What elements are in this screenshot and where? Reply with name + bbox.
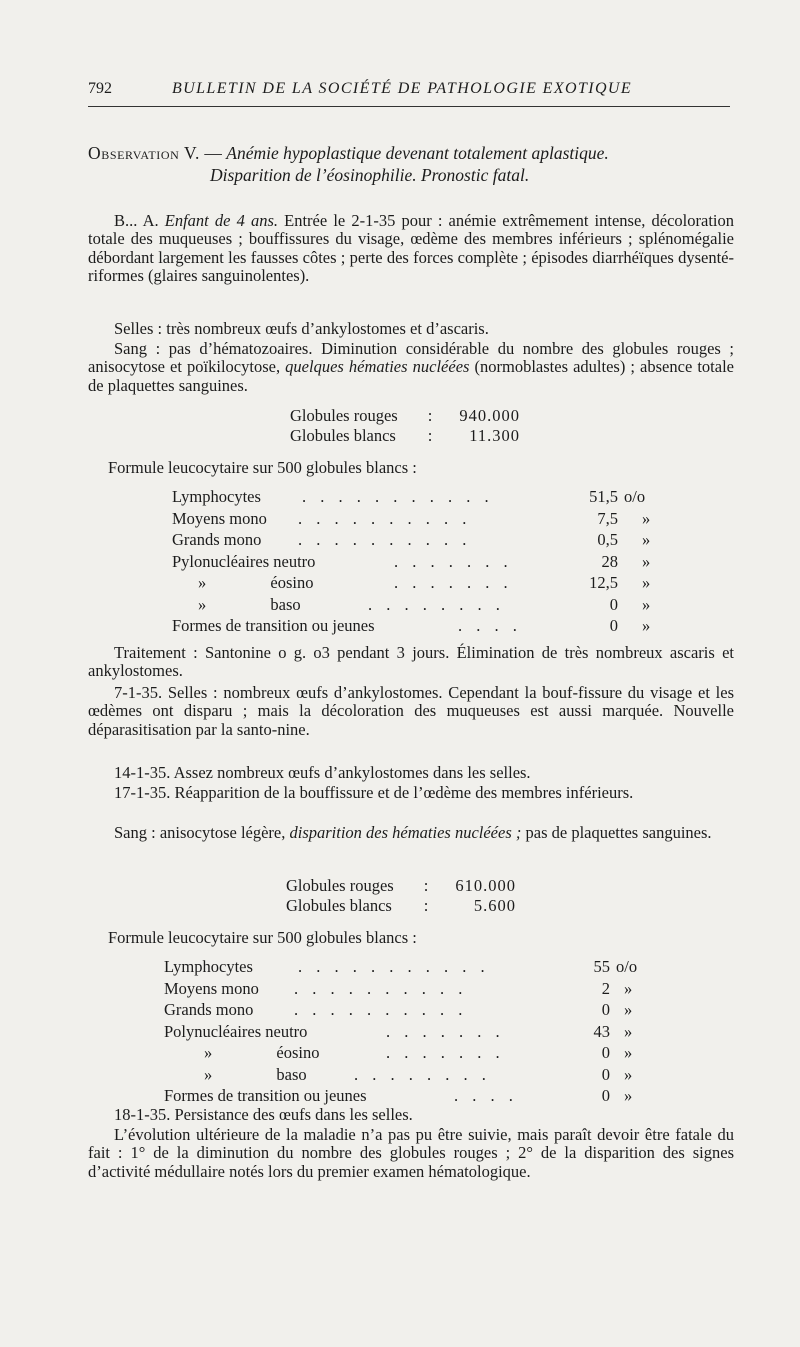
leader-dots: . . . . . . . . xyxy=(354,1064,491,1084)
row-unit: » xyxy=(624,1043,633,1062)
row-value: 43 xyxy=(593,1021,610,1041)
table-row xyxy=(172,594,702,616)
leader-dots: . . . . . . . xyxy=(394,551,513,571)
count-label: Globules rouges xyxy=(290,406,398,425)
table-row xyxy=(172,508,702,530)
row-value: 0 xyxy=(601,1043,610,1062)
treatment-paragraph: Traitement : Santonine o g. o3 pendant 3 jours. Élimination de très nombreux ascaris et ankylostomes. xyxy=(88,643,734,681)
treatment-paragraph-5 xyxy=(88,824,734,842)
row-unit: o/o xyxy=(616,957,638,976)
row-value: 0 xyxy=(601,1064,610,1084)
row-unit: » xyxy=(624,1000,633,1019)
row-value: 0 xyxy=(609,616,618,635)
running-header xyxy=(88,78,730,108)
sang-text-a: Sang : pas d’hématozoaires. Diminution considérable du nombre des globules rouges ; anisocytose et poïkilocytose, xyxy=(88,339,734,377)
row-label: » éosino xyxy=(204,1043,320,1062)
observation-title-line1: Anémie hypoplastique devenant totalement aplastique. xyxy=(226,143,609,163)
conclusion-paragraph-2: L’évolution ultérieure de la maladie n’a pas pu être suivie, mais paraît devoir être fatale du fait : 1° de la diminution du nombre des globules rouges ; 2° de la disparition des signes d’activité médullaire notés lors du premier examen hématologique. xyxy=(88,1125,734,1181)
row-label: Grands mono xyxy=(164,1000,254,1019)
row-value: 28 xyxy=(601,551,618,571)
row-label: Lymphocytes xyxy=(172,487,261,506)
table-row xyxy=(164,999,694,1021)
leader-dots: . . . . . . . . . . . xyxy=(302,487,494,506)
page-number: 792 xyxy=(88,80,112,97)
observation-dash: — xyxy=(200,143,227,163)
table-row xyxy=(164,1042,694,1064)
table-row xyxy=(172,486,702,508)
selles-paragraph: Selles : très nombreux œufs d’ankylostomes et d’ascaris. xyxy=(114,319,489,338)
row-value: 12,5 xyxy=(589,573,618,592)
blood-counts-2 xyxy=(286,876,516,916)
row-label: Moyens mono xyxy=(164,978,259,998)
row-unit: » xyxy=(642,508,651,528)
leader-dots: . . . . . . . . . . xyxy=(294,978,468,998)
sang-paragraph xyxy=(88,340,734,395)
row-value: 55 xyxy=(593,957,610,976)
count-value: 5.600 xyxy=(473,896,516,915)
row-unit: » xyxy=(624,1021,633,1041)
table-row xyxy=(164,1064,694,1086)
row-unit: » xyxy=(642,551,651,571)
count-row: Globules blancs : 11.300 xyxy=(290,426,520,445)
row-unit: » xyxy=(624,1064,633,1084)
row-value: 0 xyxy=(601,1000,610,1019)
table-row xyxy=(172,529,702,551)
count-row: Globules rouges : 940.000 xyxy=(290,406,520,425)
sang2-text-b: pas de plaquettes sanguines. xyxy=(521,823,712,842)
sang-text-b: (normoblastes adultes) ; absence totale de plaquettes sanguines. xyxy=(88,357,734,395)
leader-dots: . . . . . . . . . . xyxy=(298,508,472,528)
row-label: Lymphocytes xyxy=(164,957,253,976)
row-label: Polynucléaires neutro xyxy=(164,1021,308,1041)
formula2-title: Formule leucocytaire sur 500 globules blancs : xyxy=(108,928,417,947)
row-label: Formes de transition ou jeunes xyxy=(172,616,375,635)
row-label: Moyens mono xyxy=(172,508,267,528)
row-label: » baso xyxy=(204,1064,307,1084)
row-unit: » xyxy=(624,978,633,998)
patient-name: B... A. xyxy=(114,211,159,230)
row-label: Grands mono xyxy=(172,530,262,549)
row-label: » éosino xyxy=(198,573,314,592)
row-value: 0,5 xyxy=(597,530,618,549)
row-label: » baso xyxy=(198,594,301,614)
sang2-text-italic: disparition des hématies nucléées ; xyxy=(289,823,522,842)
formula1-title: Formule leucocytaire sur 500 globules blancs : xyxy=(108,458,417,477)
conclusion-paragraph-1: 18-1-35. Persistance des œufs dans les selles. xyxy=(114,1105,413,1124)
leader-dots: . . . . xyxy=(458,616,522,635)
treatment-paragraph-2: 7-1-35. Selles : nombreux œufs d’ankylostomes. Cependant la bouf-fissure du visage et les œdèmes ont disparu ; mais la décoloration des muqueuses est aussi marquée. Nouvelle déparasitisation par la santo-nine. xyxy=(88,683,734,739)
row-value: 51,5 xyxy=(589,487,618,506)
count-label: Globules blancs xyxy=(290,426,396,445)
table-row xyxy=(164,956,694,978)
leader-dots: . . . . . . . . . . xyxy=(298,530,472,549)
count-value: 610.000 xyxy=(455,876,516,895)
count-value: 11.300 xyxy=(469,426,520,445)
leader-dots: . . . . . . . xyxy=(386,1043,505,1062)
row-label: Pylonucléaires neutro xyxy=(172,551,316,571)
row-label: Formes de transition ou jeunes xyxy=(164,1086,367,1105)
row-unit: » xyxy=(642,594,651,614)
case-intro-text: Entrée le 2-1-35 pour : anémie extrêmement intense, décoloration totale des muqueuses ; bouffissures du visage, œdème des membres inférieurs ; splénomégalie débordant largement les fausses côtes ; perte des forces complète ; épisodes diarrhéïques dysenté-riformes (glaires sanguinolentes). xyxy=(88,211,735,286)
count-value: 940.000 xyxy=(459,406,520,425)
row-unit: » xyxy=(624,1086,633,1105)
row-unit: » xyxy=(642,573,651,592)
table-row xyxy=(172,551,702,573)
row-value: 2 xyxy=(601,978,610,998)
journal-title: BULLETIN DE LA SOCIÉTÉ DE PATHOLOGIE EXOTIQUE xyxy=(172,80,633,97)
row-value: 0 xyxy=(601,1086,610,1105)
table-row xyxy=(172,572,702,594)
count-row: Globules blancs : 5.600 xyxy=(286,896,516,915)
sang2-text-a: Sang : anisocytose légère, xyxy=(114,823,290,842)
treatment-paragraph-3: 14-1-35. Assez nombreux œufs d’ankylostomes dans les selles. xyxy=(114,763,531,782)
row-value: 7,5 xyxy=(597,508,618,528)
formula1-table xyxy=(172,486,702,637)
count-label: Globules blancs xyxy=(286,896,392,915)
observation-title-line2: Disparition de l’éosinophilie. Pronostic fatal. xyxy=(210,165,530,185)
observation-label: Observation V. xyxy=(88,143,201,163)
leader-dots: . . . . . . . . xyxy=(368,594,505,614)
count-label: Globules rouges xyxy=(286,876,394,895)
case-intro-paragraph xyxy=(88,212,734,286)
leader-dots: . . . . . . . . . . . xyxy=(298,957,490,976)
table-row xyxy=(172,615,702,637)
sang-text-italic: quelques hématies nucléées xyxy=(285,357,470,377)
formula2-table xyxy=(164,956,694,1107)
leader-dots: . . . . . . . xyxy=(394,573,513,592)
table-row xyxy=(164,1021,694,1043)
row-unit: » xyxy=(642,616,651,635)
row-value: 0 xyxy=(609,594,618,614)
leader-dots: . . . . . . . xyxy=(386,1021,505,1041)
table-row xyxy=(164,978,694,1000)
leader-dots: . . . . xyxy=(454,1086,518,1105)
table-row xyxy=(164,1085,694,1107)
count-row: Globules rouges : 610.000 xyxy=(286,876,516,895)
observation-title xyxy=(88,141,748,165)
leader-dots: . . . . . . . . . . xyxy=(294,1000,468,1019)
header-rule xyxy=(88,106,730,107)
blood-counts-1 xyxy=(290,406,520,446)
row-unit: » xyxy=(642,530,651,549)
row-unit: o/o xyxy=(624,487,646,506)
treatment-paragraph-4: 17-1-35. Réapparition de la bouffissure et de l’œdème des membres inférieurs. xyxy=(114,783,634,802)
patient-age: Enfant de 4 ans. xyxy=(164,211,279,230)
